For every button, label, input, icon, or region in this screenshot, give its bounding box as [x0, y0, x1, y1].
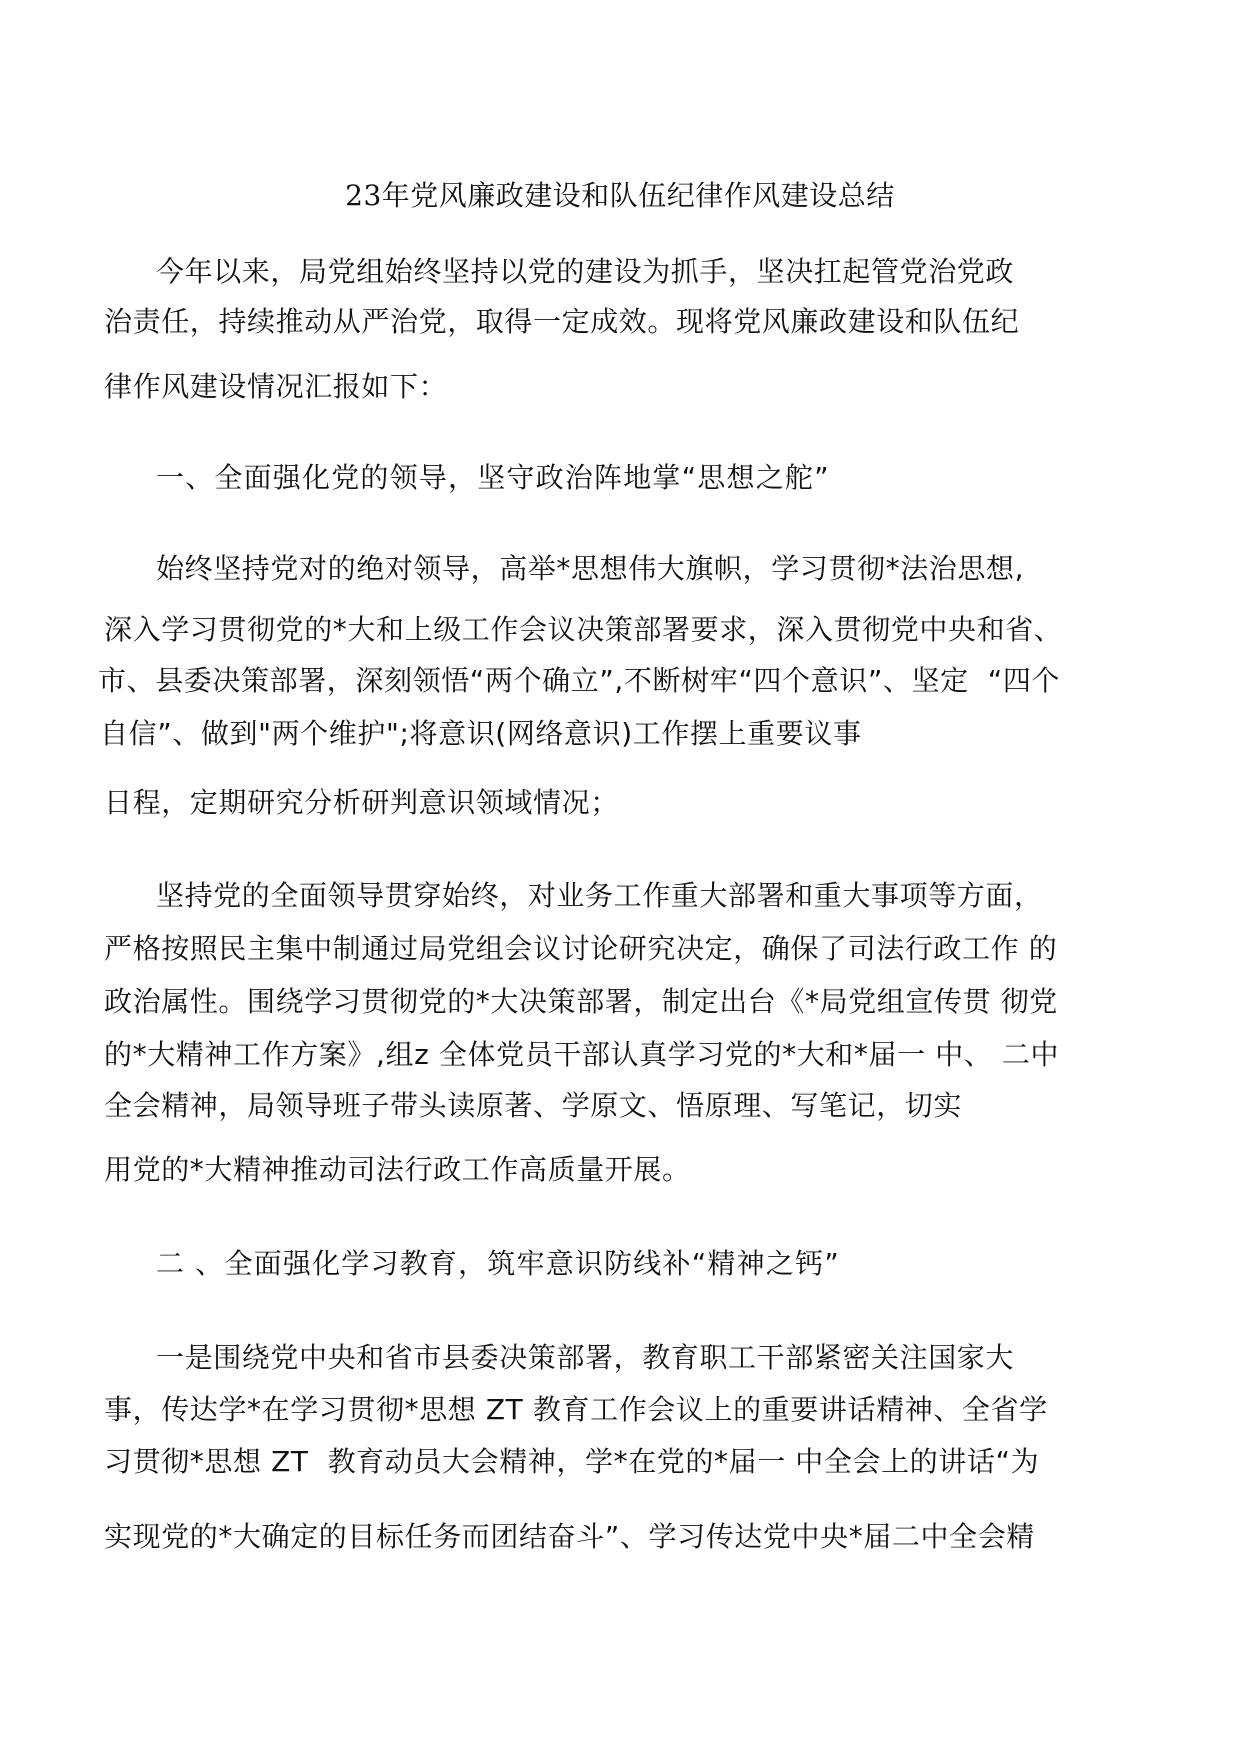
section1-para2-line: 的*大精神工作方案》,组z 全体党员干部认真学习党的*大和*届一 中、 二中	[104, 1038, 1060, 1071]
section1-para2-line: 用党的*大精神推动司法行政工作高质量开展。	[104, 1153, 691, 1186]
section-heading-1: 一、全面强化党的领导，坚守政治阵地掌“思想之舵”	[156, 461, 830, 494]
section1-para2-line: 全会精神，局领导班子带头读原著、学原文、悟原理、写笔记，切实	[104, 1089, 963, 1122]
section1-para2-line: 坚持党的全面领导贯穿始终，对业务工作重大部署和重大事项等方面，	[156, 879, 1043, 912]
section1-para2-line: 政治属性。围绕学习贯彻党的*大决策部署，制定出台《*局党组宣传贯 彻党	[104, 985, 1058, 1018]
section2-para1-line: 习贯彻*思想 ZT 教育动员大会精神，学*在党的*届一 中全会上的讲话“为	[104, 1445, 1040, 1478]
section2-para1-line: 实现党的*大确定的目标任务而团结奋斗”、学习传达党中央*届二中全会精	[104, 1520, 1035, 1553]
section1-para1-line: 自信”、做到"两个维护";将意识(网络意识)工作摆上重要议事	[100, 717, 862, 750]
section1-para1-line: 始终坚持党对的绝对领导，高举*思想伟大旗帜，学习贯彻*法治思想,	[156, 552, 1025, 585]
section1-para2-line: 严格按照民主集中制通过局党组会议讨论研究决定，确保了司法行政工作 的	[104, 932, 1058, 965]
section-heading-2: 二 、全面强化学习教育，筑牢意识防线补“精神之钙”	[156, 1247, 840, 1280]
intro-line: 今年以来，局党组始终坚持以党的建设为抓手，坚决扛起管党治党政	[156, 255, 1015, 288]
section1-para1-line: 深入学习贯彻党的*大和上级工作会议决策部署要求，深入贯彻党中央和省、	[104, 613, 1063, 646]
intro-line: 治责任，持续推动从严治党，取得一定成效。现将党风廉政建设和队伍纪	[104, 305, 1020, 338]
intro-line: 律作风建设情况汇报如下：	[104, 370, 448, 403]
section2-para1-line: 事，传达学*在学习贯彻*思想 ZT 教育工作会议上的重要讲话精神、全省学	[104, 1393, 1048, 1426]
section1-para1-line: 市、县委决策部署，深刻领悟“两个确立”,不断树牢“四个意识”、坚定 “四个	[98, 664, 1061, 697]
section2-para1-line: 一是围绕党中央和省市县委决策部署，教育职工干部紧密关注国家大	[156, 1341, 1015, 1374]
section1-para1-line: 日程，定期研究分析研判意识领域情况；	[104, 786, 619, 819]
document-title: 23年党风廉政建设和队伍纪律作风建设总结	[345, 179, 895, 212]
